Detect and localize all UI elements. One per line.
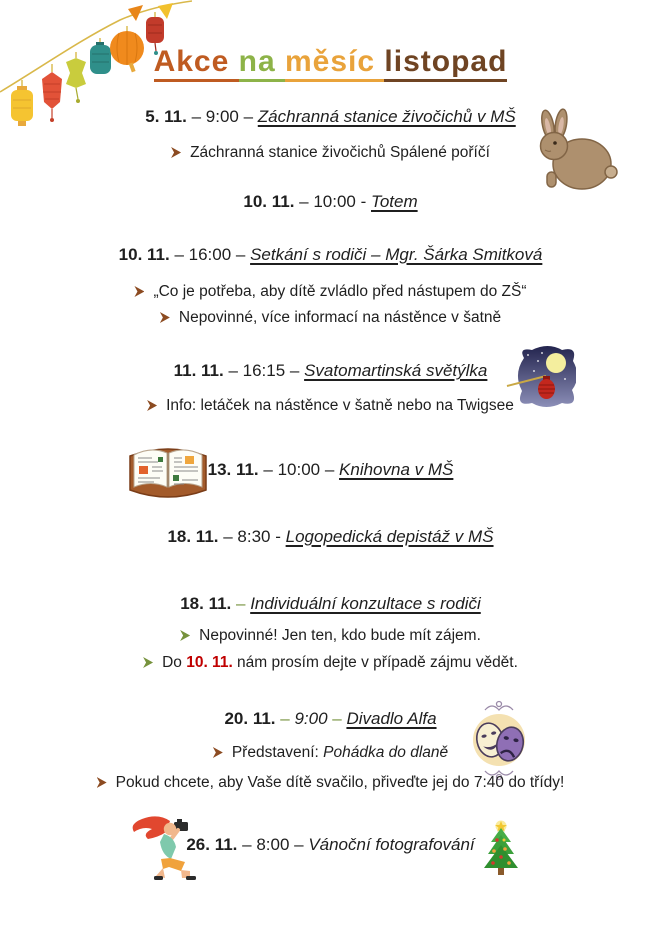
event-title: Knihovna v MŠ (339, 460, 454, 479)
arrowhead-bullet-icon (134, 286, 144, 297)
title-word-mesic: měsíc (285, 45, 384, 82)
bullet-line (0, 280, 661, 304)
title-word-akce: Akce (154, 45, 239, 82)
arrowhead-bullet-icon (147, 400, 157, 411)
event-date: 26. 11. (186, 835, 238, 854)
event-heading-setkani-s-rodici: 10. 11. – 16:00 – Setkání s rodiči – Mgr. Šárka Smitková (118, 245, 543, 264)
title-word-na: na (239, 45, 285, 82)
event-date: 18. 11. (167, 527, 219, 546)
event-title: Individuální konzultace s rodiči (250, 594, 481, 613)
event-date: 5. 11. (145, 107, 187, 126)
event-date: 10. 11. (243, 192, 295, 211)
title-word-listopad: listopad (384, 45, 507, 82)
arrowhead-bullet-icon (171, 147, 181, 158)
bullet-line (0, 771, 661, 795)
event-title: Svatomartinská světýlka (304, 361, 488, 380)
event-heading-knihovna: 13. 11. – 10:00 – Knihovna v MŠ (207, 460, 454, 479)
christmas-tree-icon (478, 818, 524, 878)
bullet-text: Nepovinné, více informací na nástěnce v šatně (178, 309, 502, 326)
bullet-line (0, 306, 661, 330)
event-heading-svatomartinska-svetylka: 11. 11. – 16:15 – Svatomartinská světýlka (173, 361, 488, 380)
event-heading-divadlo-alfa: 20. 11. – 9:00 – Divadlo Alfa (224, 709, 437, 728)
event-date: 11. 11. (173, 361, 224, 380)
bullet-text: Představení: (231, 744, 324, 761)
event-heading-totem: 10. 11. – 10:00 - Totem (243, 192, 418, 211)
event-heading-zachranna-stanice: 5. 11. – 9:00 – Záchranná stanice živočichů v MŠ (145, 107, 516, 126)
bullet-line (0, 394, 661, 418)
bullet-text: Pokud chcete, aby Vaše dítě svačilo, přiveďte jej do 7:40 do třídy! (115, 774, 565, 791)
bullet-text: „Co je potřeba, aby dítě zvládlo před nástupem do ZŠ“ (153, 283, 527, 300)
event-title: Záchranná stanice živočichů v MŠ (257, 107, 516, 126)
bullet-line (0, 651, 661, 675)
event-date: 20. 11. (224, 709, 276, 728)
bullet-line (0, 624, 661, 648)
event-title: Setkání s rodiči – Mgr. Šárka Smitková (250, 245, 543, 264)
bullet-text: Záchranná stanice živočichů Spálené poříčí (190, 144, 490, 161)
event-date: 13. 11. (207, 460, 259, 479)
event-heading-logopedicka-depistaz: 18. 11. – 8:30 - Logopedická depistáž v MŠ (167, 527, 494, 546)
page-title (0, 40, 661, 84)
event-heading-vanocni-fotografovani: 26. 11. – 8:00 – Vánoční fotografování (186, 835, 475, 854)
arrowhead-bullet-icon (160, 312, 170, 323)
bullet-text: Info: letáček na nástěnce v šatně nebo na Twigsee (166, 397, 514, 414)
arrowhead-bullet-icon (97, 777, 107, 788)
arrowhead-bullet-icon (180, 630, 190, 641)
event-title: Divadlo Alfa (346, 709, 437, 728)
event-title: Totem (371, 192, 418, 211)
bullet-text: Do (162, 654, 187, 671)
bullet-line (0, 741, 661, 765)
bullet-text: Nepovinné! Jen ten, kdo bude mít zájem. (199, 627, 481, 644)
bullet-text: nám prosím dejte v případě zájmu vědět. (232, 654, 518, 671)
arrowhead-bullet-icon (143, 657, 153, 668)
event-date: 18. 11. (180, 594, 232, 613)
event-title: Vánoční fotografování (308, 835, 475, 854)
arrowhead-bullet-icon (213, 747, 223, 758)
event-title: Logopedická depistáž v MŠ (285, 527, 494, 546)
event-heading-individualni-konzultace: 18. 11. – Individuální konzultace s rodiči (180, 594, 481, 613)
bullet-highlight-date: 10. 11. (186, 654, 233, 671)
event-date: 10. 11. (118, 245, 170, 264)
bullet-show-title: Pohádka do dlaně (323, 744, 449, 761)
bullet-line (0, 141, 661, 165)
